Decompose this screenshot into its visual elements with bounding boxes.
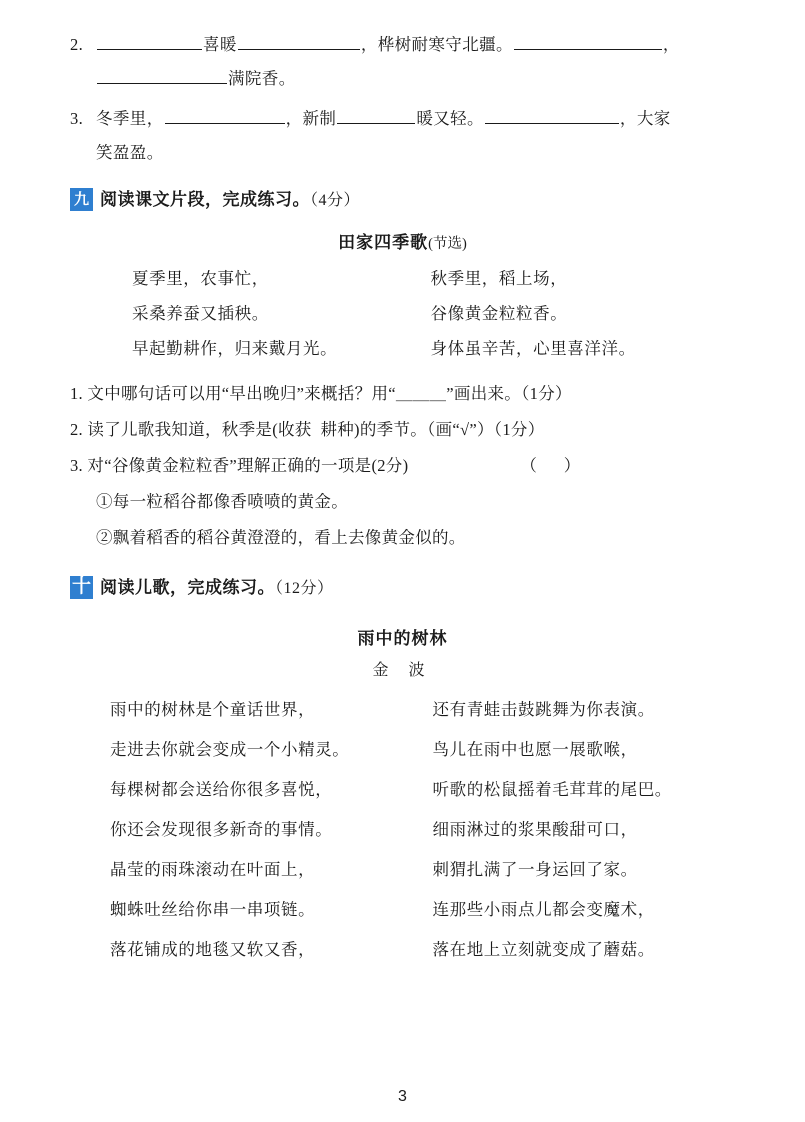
answer-blank[interactable] — [165, 106, 285, 124]
poem-author-ten: 金 波 — [372, 662, 433, 679]
answer-blank[interactable] — [97, 66, 227, 84]
verse-line: 还有青蛙击鼓跳舞为你表演。 — [432, 700, 655, 719]
verse-line: 身体虽辛苦，心里喜洋洋。 — [430, 339, 636, 358]
question-nine-1: 1. 文中哪句话可以用“早出晚归”来概括？用“＿＿＿”画出来。（1分） — [70, 384, 572, 403]
verse-line: 每棵树都会送给你很多喜悦， — [110, 780, 333, 799]
poem-title-ten: 雨中的树林 — [357, 629, 448, 648]
answer-blank[interactable] — [97, 32, 202, 50]
item3-segment-3: 暖又轻。 — [416, 109, 484, 128]
verse-line: 听歌的松鼠摇着毛茸茸的尾巴。 — [432, 780, 672, 799]
verse-line: 你还会发现很多新奇的事情。 — [110, 820, 333, 839]
item3-segment-4: ，大家 — [619, 109, 671, 128]
verse-line: 走进去你就会变成一个小精灵。 — [110, 740, 350, 759]
verse-line: 夏季里，农事忙， — [132, 269, 269, 288]
section-ten-score: （12分） — [275, 580, 334, 597]
item2-segment-1: 喜暖 — [203, 35, 237, 54]
item3-segment-2: ，新制 — [285, 109, 337, 128]
verse-line: 雨中的树林是个童话世界， — [110, 700, 316, 719]
passage-title-text: 田家四季歌 — [338, 233, 429, 252]
page-number: 3 — [398, 1088, 407, 1105]
item2-segment-2: ，桦树耐寒守北疆。 — [360, 35, 513, 54]
verse-line: 落花铺成的地毯又软又香， — [110, 940, 316, 959]
item-number: 2. — [70, 35, 84, 54]
option-nine-1[interactable]: ①每一粒稻谷都像香喷喷的黄金。 — [96, 492, 348, 511]
section-title-nine — [100, 186, 360, 214]
section-ten-title-text: 阅读儿歌，完成练习。 — [100, 578, 275, 597]
verse-line: 连那些小雨点儿都会变魔术， — [432, 900, 655, 919]
question-nine-2: 2. 读了儿歌我知道，秋季是(收获 耕种)的季节。（画“√”）（1分） — [70, 420, 545, 439]
fill-in-item-2 — [70, 28, 735, 62]
item3-line2-text: 笑盈盈。 — [96, 143, 164, 162]
answer-blank[interactable] — [514, 32, 662, 50]
section-header-ten — [70, 574, 735, 602]
passage-verses-nine — [70, 261, 735, 366]
section-nine-title-text: 阅读课文片段，完成练习。 — [100, 190, 310, 209]
fill-in-item-3-line-2 — [70, 136, 735, 170]
verse-line: 蜘蛛吐丝给你串一串项链。 — [110, 900, 316, 919]
verse-line: 采桑养蚕又插秧。 — [132, 304, 269, 323]
question-nine-3 — [70, 448, 735, 484]
item2-segment-3: ， — [662, 35, 680, 54]
verse-line: 鸟儿在雨中也愿一展歌喉， — [432, 740, 638, 759]
fill-in-item-2-line-2 — [70, 62, 735, 96]
fill-in-item-3 — [70, 102, 735, 136]
passage-subtitle-text: (节选) — [428, 236, 467, 252]
question-nine-3-answer-paren[interactable]: （ ） — [520, 456, 581, 475]
answer-blank[interactable] — [238, 32, 360, 50]
verse-line: 刺猬扎满了一身运回了家。 — [432, 860, 638, 879]
item3-segment-1: 冬季里， — [96, 109, 164, 128]
question-nine-3-text: 3. 对“谷像黄金粒粒香”理解正确的一项是(2分) — [70, 456, 409, 475]
section-header-nine — [70, 186, 735, 214]
section-badge-ten: 十 — [71, 576, 91, 597]
verse-line: 秋季里，稻上场， — [430, 269, 568, 288]
section-title-ten — [100, 574, 334, 602]
option-nine-2[interactable]: ②飘着稻香的稻谷黄澄澄的，看上去像黄金似的。 — [96, 528, 466, 547]
answer-blank[interactable] — [485, 106, 619, 124]
verse-line: 谷像黄金粒粒香。 — [430, 304, 568, 323]
item2-line2-text: 满院香。 — [228, 69, 296, 88]
verse-line: 落在地上立刻就变成了蘑菇。 — [432, 940, 655, 959]
section-nine-score: （4分） — [310, 192, 361, 209]
section-badge-nine: 九 — [70, 188, 93, 211]
verse-line: 早起勤耕作，归来戴月光。 — [132, 339, 338, 358]
answer-blank[interactable] — [337, 106, 415, 124]
passage-title-nine — [70, 228, 735, 253]
verse-line: 细雨淋过的浆果酸甜可口， — [432, 820, 638, 839]
verse-line: 晶莹的雨珠滚动在叶面上， — [110, 860, 316, 879]
poem-verses-ten — [70, 690, 735, 970]
item-number: 3. — [70, 109, 84, 128]
